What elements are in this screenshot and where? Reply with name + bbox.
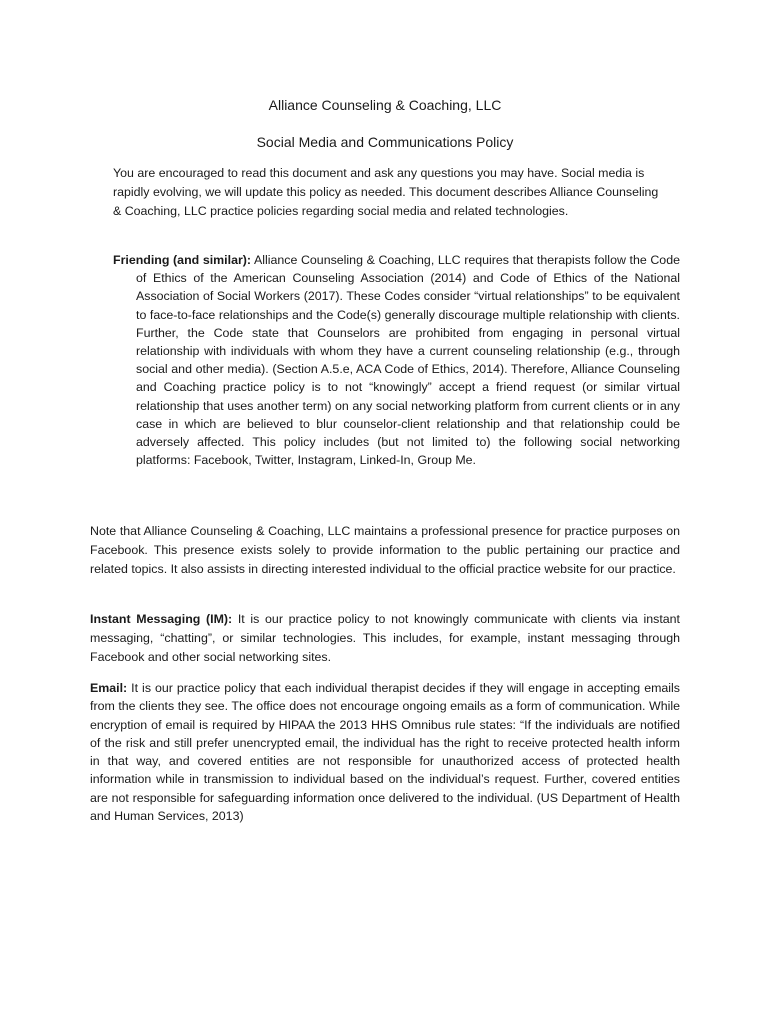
- friending-section: [113, 251, 680, 469]
- document-subtitle: Social Media and Communications Policy: [256, 134, 514, 150]
- instant-messaging-text: It is our practice policy to not knowingly communicate with clients via instant messaging, “chatting”, or similar technologies. This includes, for example, instant messaging through Facebook and other social networking sites.: [90, 612, 680, 664]
- note-paragraph: Note that Alliance Counseling & Coaching, LLC maintains a professional presence for practice purposes on Facebook. This presence exists solely to provide information to the public pertaining our practice and related topics. It also assists in directing interested individual to the official practice website for our practice.: [90, 524, 680, 576]
- friending-text: Alliance Counseling & Coaching, LLC requires that therapists follow the Code of Ethics of the American Counseling Association (2014) and Code of Ethics of the National Association of Social Workers (2017). These Codes consider “virtual relationships” to be equivalent to face-to-face relationships and the Code(s) generally discourage multiple relationship with clients. Further, the Code state that Counselors are prohibited from engaging in personal virtual relationship with individuals with whom they have a current counseling relationship (e.g., through social and other media). (Section A.5.e, ACA Code of Ethics, 2014). Therefore, Alliance Counseling and Coaching practice policy is to not “knowingly” accept a friend request (or similar virtual relationship that uses another term) on any social networking platform from current clients or in any case in which are believed to blur counselor-client relationship and that relationship could be adversely affected. This policy includes (but not limited to) the following social networking platforms: Facebook, Twitter, Instagram, Linked-In, Group Me.: [136, 253, 680, 468]
- document-title: Alliance Counseling & Coaching, LLC: [268, 97, 502, 113]
- email-heading: Email:: [90, 681, 128, 695]
- friending-heading: Friending (and similar):: [113, 253, 252, 267]
- instant-messaging-heading: Instant Messaging (IM):: [90, 612, 233, 626]
- intro-paragraph: You are encouraged to read this document and ask any questions you may have. Social media is rapidly evolving, we will update this policy as needed. This document describes Alliance Counseling & Coaching, LLC practice policies regarding social media and related technologies.: [113, 166, 659, 218]
- instant-messaging-section: [90, 610, 680, 667]
- email-section: [90, 679, 680, 825]
- email-text: It is our practice policy that each individual therapist decides if they will engage in accepting emails from the clients they see. The office does not encourage ongoing emails as a form of communication. While encryption of email is required by HIPAA the 2013 HHS Omnibus rule states: “If the individuals are notified of the risk and still prefer unencrypted email, the individual has the right to receive protected health inform in that way, and covered entities are not responsible for unauthorized access of protected health information while in transmission to individual based on the individual’s request. Further, covered entities are not responsible for safeguarding information once delivered to the individual. (US Department of Health and Human Services, 2013): [90, 681, 680, 824]
